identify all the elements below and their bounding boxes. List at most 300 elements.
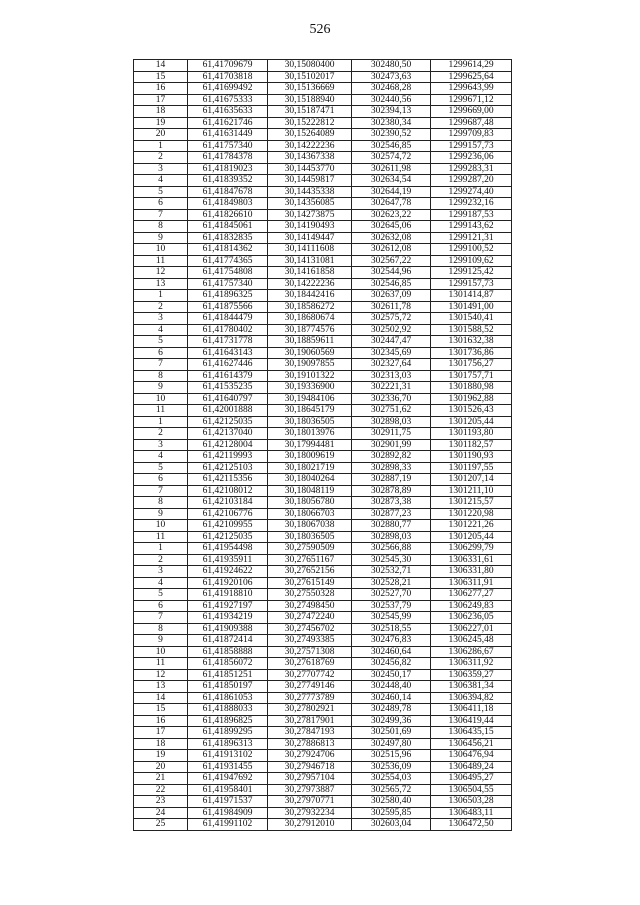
point-number-cell: 10: [134, 393, 188, 405]
latitude-cell: 61,42125035: [188, 416, 268, 428]
latitude-cell: 61,41703818: [188, 71, 268, 83]
table-row: [134, 796, 512, 808]
table-row: [134, 428, 512, 440]
table-row: [134, 600, 512, 612]
longitude-cell: 30,15188940: [268, 94, 352, 106]
coordinate-x-cell: 302603,04: [352, 819, 431, 831]
longitude-cell: 30,14222236: [268, 278, 352, 290]
table-row: [134, 313, 512, 325]
coordinate-x-cell: 302632,08: [352, 232, 431, 244]
coordinate-y-cell: 1299625,64: [431, 71, 512, 83]
longitude-cell: 30,14453770: [268, 163, 352, 175]
latitude-cell: 61,41924622: [188, 566, 268, 578]
longitude-cell: 30,14459817: [268, 175, 352, 187]
coordinate-y-cell: 1306495,27: [431, 773, 512, 785]
table-row: [134, 577, 512, 589]
longitude-cell: 30,27970771: [268, 796, 352, 808]
point-number-cell: 25: [134, 819, 188, 831]
longitude-cell: 30,27847193: [268, 727, 352, 739]
coordinates-table: [133, 59, 512, 831]
coordinate-y-cell: 1301414,87: [431, 290, 512, 302]
coordinate-x-cell: 302460,14: [352, 692, 431, 704]
longitude-cell: 30,27946718: [268, 761, 352, 773]
table-row: [134, 738, 512, 750]
point-number-cell: 7: [134, 485, 188, 497]
longitude-cell: 30,27707742: [268, 669, 352, 681]
longitude-cell: 30,14367338: [268, 152, 352, 164]
table-row: [134, 727, 512, 739]
table-row: [134, 198, 512, 210]
longitude-cell: 30,18067038: [268, 520, 352, 532]
latitude-cell: 61,41675333: [188, 94, 268, 106]
coordinate-y-cell: 1299121,31: [431, 232, 512, 244]
latitude-cell: 61,41819023: [188, 163, 268, 175]
latitude-cell: 61,41958401: [188, 784, 268, 796]
longitude-cell: 30,27773789: [268, 692, 352, 704]
longitude-cell: 30,18680674: [268, 313, 352, 325]
table-row: [134, 612, 512, 624]
coordinate-y-cell: 1299232,16: [431, 198, 512, 210]
table-row: [134, 589, 512, 601]
table-row: [134, 175, 512, 187]
latitude-cell: 61,41856072: [188, 658, 268, 670]
table-row: [134, 60, 512, 72]
coordinate-x-cell: 302546,85: [352, 140, 431, 152]
latitude-cell: 61,41896313: [188, 738, 268, 750]
coordinate-y-cell: 1301211,10: [431, 485, 512, 497]
coordinate-x-cell: 302499,36: [352, 715, 431, 727]
coordinate-y-cell: 1301205,44: [431, 531, 512, 543]
latitude-cell: 61,41784378: [188, 152, 268, 164]
coordinate-x-cell: 302440,56: [352, 94, 431, 106]
latitude-cell: 61,41774365: [188, 255, 268, 267]
point-number-cell: 3: [134, 439, 188, 451]
coordinate-x-cell: 302567,22: [352, 255, 431, 267]
coordinate-y-cell: 1306311,92: [431, 658, 512, 670]
longitude-cell: 30,27817901: [268, 715, 352, 727]
coordinate-y-cell: 1301193,80: [431, 428, 512, 440]
longitude-cell: 30,27498450: [268, 600, 352, 612]
coordinate-y-cell: 1306394,82: [431, 692, 512, 704]
table-row: [134, 508, 512, 520]
longitude-cell: 30,27618769: [268, 658, 352, 670]
point-number-cell: 20: [134, 761, 188, 773]
table-row: [134, 244, 512, 256]
latitude-cell: 61,42001888: [188, 405, 268, 417]
longitude-cell: 30,18859611: [268, 336, 352, 348]
table-row: [134, 531, 512, 543]
latitude-cell: 61,42125035: [188, 531, 268, 543]
coordinate-x-cell: 302518,55: [352, 623, 431, 635]
longitude-cell: 30,18586272: [268, 301, 352, 313]
coordinate-x-cell: 302456,82: [352, 658, 431, 670]
table-row: [134, 186, 512, 198]
table-row: [134, 646, 512, 658]
latitude-cell: 61,41535235: [188, 382, 268, 394]
latitude-cell: 61,41971537: [188, 796, 268, 808]
longitude-cell: 30,27456702: [268, 623, 352, 635]
latitude-cell: 61,41896825: [188, 715, 268, 727]
longitude-cell: 30,27550328: [268, 589, 352, 601]
point-number-cell: 5: [134, 336, 188, 348]
longitude-cell: 30,27973887: [268, 784, 352, 796]
coordinate-y-cell: 1299283,31: [431, 163, 512, 175]
coordinate-x-cell: 302380,34: [352, 117, 431, 129]
coordinate-y-cell: 1299109,62: [431, 255, 512, 267]
coordinate-x-cell: 302611,98: [352, 163, 431, 175]
coordinate-x-cell: 302645,06: [352, 221, 431, 233]
coordinate-y-cell: 1301757,71: [431, 370, 512, 382]
table-row: [134, 83, 512, 95]
latitude-cell: 61,41851251: [188, 669, 268, 681]
table-row: [134, 209, 512, 221]
latitude-cell: 61,42128004: [188, 439, 268, 451]
latitude-cell: 61,41849803: [188, 198, 268, 210]
coordinate-y-cell: 1299157,73: [431, 140, 512, 152]
coordinate-x-cell: 302497,80: [352, 738, 431, 750]
longitude-cell: 30,18040264: [268, 474, 352, 486]
latitude-cell: 61,41909388: [188, 623, 268, 635]
point-number-cell: 13: [134, 681, 188, 693]
table-row: [134, 336, 512, 348]
coordinate-x-cell: 302611,78: [352, 301, 431, 313]
point-number-cell: 18: [134, 738, 188, 750]
point-number-cell: 10: [134, 244, 188, 256]
coordinate-y-cell: 1306472,50: [431, 819, 512, 831]
table-row: [134, 290, 512, 302]
coordinate-y-cell: 1301220,98: [431, 508, 512, 520]
coordinate-x-cell: 302644,19: [352, 186, 431, 198]
latitude-cell: 61,41991102: [188, 819, 268, 831]
latitude-cell: 61,41826610: [188, 209, 268, 221]
latitude-cell: 61,41984909: [188, 807, 268, 819]
point-number-cell: 9: [134, 635, 188, 647]
coordinate-y-cell: 1301756,27: [431, 359, 512, 371]
longitude-cell: 30,27932234: [268, 807, 352, 819]
point-number-cell: 12: [134, 669, 188, 681]
longitude-cell: 30,27886813: [268, 738, 352, 750]
longitude-cell: 30,27472240: [268, 612, 352, 624]
latitude-cell: 61,42119993: [188, 451, 268, 463]
latitude-cell: 61,41861053: [188, 692, 268, 704]
coordinate-x-cell: 302901,99: [352, 439, 431, 451]
coordinate-y-cell: 1306311,91: [431, 577, 512, 589]
coordinate-x-cell: 302637,09: [352, 290, 431, 302]
point-number-cell: 12: [134, 267, 188, 279]
latitude-cell: 61,41931455: [188, 761, 268, 773]
table-row: [134, 405, 512, 417]
point-number-cell: 11: [134, 531, 188, 543]
latitude-cell: 61,42125103: [188, 462, 268, 474]
longitude-cell: 30,19336900: [268, 382, 352, 394]
coordinate-y-cell: 1306476,94: [431, 750, 512, 762]
longitude-cell: 30,14435338: [268, 186, 352, 198]
latitude-cell: 61,41927197: [188, 600, 268, 612]
table-row: [134, 658, 512, 670]
point-number-cell: 4: [134, 451, 188, 463]
point-number-cell: 21: [134, 773, 188, 785]
point-number-cell: 15: [134, 704, 188, 716]
latitude-cell: 61,41947692: [188, 773, 268, 785]
coordinate-x-cell: 302221,31: [352, 382, 431, 394]
point-number-cell: 7: [134, 209, 188, 221]
longitude-cell: 30,18442416: [268, 290, 352, 302]
coordinate-x-cell: 302878,89: [352, 485, 431, 497]
point-number-cell: 16: [134, 715, 188, 727]
latitude-cell: 61,41635633: [188, 106, 268, 118]
coordinate-y-cell: 1306331,80: [431, 566, 512, 578]
point-number-cell: 1: [134, 416, 188, 428]
point-number-cell: 17: [134, 94, 188, 106]
coordinate-y-cell: 1301632,38: [431, 336, 512, 348]
coordinate-x-cell: 302473,63: [352, 71, 431, 83]
coordinate-y-cell: 1299125,42: [431, 267, 512, 279]
coordinate-y-cell: 1301205,44: [431, 416, 512, 428]
table-row: [134, 623, 512, 635]
coordinate-y-cell: 1299287,20: [431, 175, 512, 187]
coordinate-x-cell: 302537,79: [352, 600, 431, 612]
table-row: [134, 784, 512, 796]
point-number-cell: 11: [134, 658, 188, 670]
point-number-cell: 11: [134, 255, 188, 267]
longitude-cell: 30,19097855: [268, 359, 352, 371]
latitude-cell: 61,41858888: [188, 646, 268, 658]
coordinate-y-cell: 1299236,06: [431, 152, 512, 164]
coordinate-x-cell: 302448,40: [352, 681, 431, 693]
table-row: [134, 221, 512, 233]
point-number-cell: 23: [134, 796, 188, 808]
table-row: [134, 462, 512, 474]
point-number-cell: 4: [134, 175, 188, 187]
longitude-cell: 30,15136669: [268, 83, 352, 95]
longitude-cell: 30,19101322: [268, 370, 352, 382]
coordinate-y-cell: 1306381,34: [431, 681, 512, 693]
point-number-cell: 6: [134, 600, 188, 612]
coordinate-x-cell: 302877,23: [352, 508, 431, 520]
coordinate-x-cell: 302554,03: [352, 773, 431, 785]
latitude-cell: 61,41614379: [188, 370, 268, 382]
coordinate-y-cell: 1306245,48: [431, 635, 512, 647]
latitude-cell: 61,42115356: [188, 474, 268, 486]
table-row: [134, 750, 512, 762]
latitude-cell: 61,41920106: [188, 577, 268, 589]
table-row: [134, 152, 512, 164]
coordinate-y-cell: 1306249,83: [431, 600, 512, 612]
longitude-cell: 30,18009619: [268, 451, 352, 463]
latitude-cell: 61,41757340: [188, 278, 268, 290]
coordinate-x-cell: 302502,92: [352, 324, 431, 336]
coordinate-y-cell: 1306236,05: [431, 612, 512, 624]
point-number-cell: 24: [134, 807, 188, 819]
longitude-cell: 30,18021719: [268, 462, 352, 474]
coordinate-x-cell: 302751,62: [352, 405, 431, 417]
coordinate-y-cell: 1306359,27: [431, 669, 512, 681]
coordinate-y-cell: 1301880,98: [431, 382, 512, 394]
latitude-cell: 61,41896325: [188, 290, 268, 302]
coordinate-y-cell: 1306286,67: [431, 646, 512, 658]
coordinate-x-cell: 302468,28: [352, 83, 431, 95]
coordinate-x-cell: 302612,08: [352, 244, 431, 256]
coordinate-x-cell: 302336,70: [352, 393, 431, 405]
point-number-cell: 22: [134, 784, 188, 796]
coordinate-x-cell: 302460,64: [352, 646, 431, 658]
table-row: [134, 359, 512, 371]
coordinate-x-cell: 302898,03: [352, 531, 431, 543]
point-number-cell: 2: [134, 301, 188, 313]
longitude-cell: 30,14131081: [268, 255, 352, 267]
point-number-cell: 16: [134, 83, 188, 95]
point-number-cell: 11: [134, 405, 188, 417]
latitude-cell: 61,41643143: [188, 347, 268, 359]
point-number-cell: 10: [134, 646, 188, 658]
longitude-cell: 30,15102017: [268, 71, 352, 83]
coordinate-x-cell: 302527,70: [352, 589, 431, 601]
longitude-cell: 30,15264089: [268, 129, 352, 141]
point-number-cell: 2: [134, 428, 188, 440]
coordinate-y-cell: 1299671,12: [431, 94, 512, 106]
point-number-cell: 17: [134, 727, 188, 739]
latitude-cell: 61,41627446: [188, 359, 268, 371]
table-row: [134, 761, 512, 773]
coordinate-y-cell: 1301962,88: [431, 393, 512, 405]
longitude-cell: 30,18036505: [268, 416, 352, 428]
longitude-cell: 30,18036505: [268, 531, 352, 543]
point-number-cell: 20: [134, 129, 188, 141]
point-number-cell: 19: [134, 750, 188, 762]
coordinate-y-cell: 1299157,73: [431, 278, 512, 290]
table-row: [134, 485, 512, 497]
point-number-cell: 6: [134, 474, 188, 486]
coordinate-y-cell: 1301491,00: [431, 301, 512, 313]
coordinate-x-cell: 302545,30: [352, 554, 431, 566]
latitude-cell: 61,41631449: [188, 129, 268, 141]
coordinate-x-cell: 302565,72: [352, 784, 431, 796]
latitude-cell: 61,41844479: [188, 313, 268, 325]
table-row: [134, 497, 512, 509]
latitude-cell: 61,41780402: [188, 324, 268, 336]
table-row: [134, 416, 512, 428]
table-row: [134, 715, 512, 727]
longitude-cell: 30,27924706: [268, 750, 352, 762]
point-number-cell: 8: [134, 497, 188, 509]
table-row: [134, 635, 512, 647]
latitude-cell: 61,42137040: [188, 428, 268, 440]
coordinate-x-cell: 302566,88: [352, 543, 431, 555]
coordinate-y-cell: 1306504,55: [431, 784, 512, 796]
coordinate-x-cell: 302623,22: [352, 209, 431, 221]
coordinate-y-cell: 1306277,27: [431, 589, 512, 601]
table-row: [134, 382, 512, 394]
coordinate-x-cell: 302532,71: [352, 566, 431, 578]
point-number-cell: 7: [134, 612, 188, 624]
table-row: [134, 807, 512, 819]
coordinate-y-cell: 1299643,99: [431, 83, 512, 95]
table-row: [134, 474, 512, 486]
coordinate-y-cell: 1299274,40: [431, 186, 512, 198]
coordinate-y-cell: 1306503,28: [431, 796, 512, 808]
latitude-cell: 61,41757340: [188, 140, 268, 152]
coordinate-x-cell: 302873,38: [352, 497, 431, 509]
latitude-cell: 61,41709679: [188, 60, 268, 72]
coordinate-x-cell: 302528,21: [352, 577, 431, 589]
latitude-cell: 61,41731778: [188, 336, 268, 348]
point-number-cell: 8: [134, 221, 188, 233]
table-row: [134, 117, 512, 129]
latitude-cell: 61,41699492: [188, 83, 268, 95]
latitude-cell: 61,41845061: [188, 221, 268, 233]
longitude-cell: 30,18066703: [268, 508, 352, 520]
coordinate-x-cell: 302515,96: [352, 750, 431, 762]
latitude-cell: 61,42109955: [188, 520, 268, 532]
table-row: [134, 278, 512, 290]
table-row: [134, 439, 512, 451]
longitude-cell: 30,27493385: [268, 635, 352, 647]
coordinate-x-cell: 302476,83: [352, 635, 431, 647]
latitude-cell: 61,41832835: [188, 232, 268, 244]
coordinate-y-cell: 1299143,62: [431, 221, 512, 233]
point-number-cell: 9: [134, 232, 188, 244]
table-row: [134, 393, 512, 405]
coordinate-y-cell: 1301197,55: [431, 462, 512, 474]
coordinate-x-cell: 302544,96: [352, 267, 431, 279]
table-row: [134, 370, 512, 382]
coordinate-x-cell: 302647,78: [352, 198, 431, 210]
longitude-cell: 30,19060569: [268, 347, 352, 359]
longitude-cell: 30,27651167: [268, 554, 352, 566]
coordinate-x-cell: 302536,09: [352, 761, 431, 773]
table-row: [134, 140, 512, 152]
latitude-cell: 61,41875566: [188, 301, 268, 313]
latitude-cell: 61,41640797: [188, 393, 268, 405]
latitude-cell: 61,41621746: [188, 117, 268, 129]
point-number-cell: 2: [134, 152, 188, 164]
coordinate-x-cell: 302580,40: [352, 796, 431, 808]
longitude-cell: 30,17994481: [268, 439, 352, 451]
point-number-cell: 15: [134, 71, 188, 83]
coordinate-y-cell: 1306483,11: [431, 807, 512, 819]
coordinate-y-cell: 1301221,26: [431, 520, 512, 532]
longitude-cell: 30,14161858: [268, 267, 352, 279]
longitude-cell: 30,14222236: [268, 140, 352, 152]
point-number-cell: 7: [134, 359, 188, 371]
table-row: [134, 543, 512, 555]
table-row: [134, 267, 512, 279]
latitude-cell: 61,42106776: [188, 508, 268, 520]
table-row: [134, 94, 512, 106]
point-number-cell: 9: [134, 382, 188, 394]
longitude-cell: 30,18774576: [268, 324, 352, 336]
latitude-cell: 61,41847678: [188, 186, 268, 198]
point-number-cell: 3: [134, 313, 188, 325]
latitude-cell: 61,41754808: [188, 267, 268, 279]
table-row: [134, 129, 512, 141]
coordinate-x-cell: 302634,54: [352, 175, 431, 187]
point-number-cell: 14: [134, 60, 188, 72]
table-row: [134, 163, 512, 175]
coordinate-x-cell: 302574,72: [352, 152, 431, 164]
longitude-cell: 30,27912010: [268, 819, 352, 831]
table-row: [134, 669, 512, 681]
latitude-cell: 61,41814362: [188, 244, 268, 256]
point-number-cell: 8: [134, 623, 188, 635]
coordinate-x-cell: 302313,03: [352, 370, 431, 382]
point-number-cell: 5: [134, 462, 188, 474]
coordinate-x-cell: 302480,50: [352, 60, 431, 72]
longitude-cell: 30,27652156: [268, 566, 352, 578]
coordinate-x-cell: 302887,19: [352, 474, 431, 486]
coordinate-x-cell: 302898,03: [352, 416, 431, 428]
coordinate-y-cell: 1299669,00: [431, 106, 512, 118]
